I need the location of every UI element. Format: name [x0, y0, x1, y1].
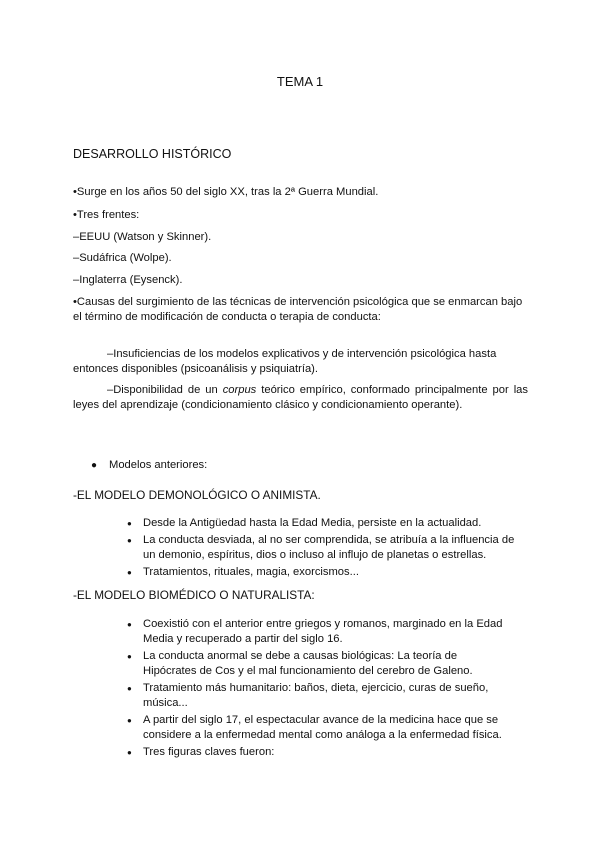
modelos-anteriores-label: Modelos anteriores:	[109, 459, 208, 471]
bullet-icon: ●	[91, 460, 98, 471]
section-heading-desarrollo: DESARROLLO HISTÓRICO	[73, 147, 232, 161]
modelos-anteriores-item	[91, 458, 207, 473]
list-item: ● La conducta desviada, al no ser comprendida, se atribuía a la influencia de un demonio, espíritus, dios o incluso al influjo de planetas o estrellas.	[127, 533, 522, 563]
list-item: ● La conducta anormal se debe a causas biológicas: La teoría de Hipócrates de Cos y el mal funcionamiento del cerebro de Galeno.	[127, 649, 512, 679]
intro-causas: •Causas del surgimiento de las técnicas de intervención psicológica que se enmarcan bajo el término de modificación de conducta o terapia de conducta:	[73, 296, 523, 323]
list-item: ● A partir del siglo 17, el espectacular avance de la medicina hace que se considere a la enfermedad mental como análoga a la enfermedad física.	[127, 713, 512, 743]
list-item: ● Tratamiento más humanitario: baños, dieta, ejercicio, curas de sueño, música...	[127, 681, 512, 711]
causa-insuficiencias: –Insuficiencias de los modelos explicativos y de intervención psicológica hasta entonces disponibles (psicoanálisis y psiquiatría).	[73, 348, 497, 375]
demonologico-list	[127, 516, 522, 582]
demonologico-heading: -EL MODELO DEMONOLÓGICO O ANIMISTA.	[73, 488, 321, 502]
causa-disponibilidad-text-a: –Disponibilidad de un	[107, 384, 223, 396]
list-item: ● Tratamientos, rituales, magia, exorcismos...	[127, 565, 522, 580]
intro-surge: •Surge en los años 50 del siglo XX, tras la 2ª Guerra Mundial.	[73, 186, 379, 198]
list-item: ● Coexistió con el anterior entre griegos y romanos, marginado en la Edad Media y recuperado a partir del siglo 16.	[127, 617, 512, 647]
list-item: ● Desde la Antigüedad hasta la Edad Media, persiste en la actualidad.	[127, 516, 522, 531]
page-title: TEMA 1	[276, 74, 324, 89]
frente-inglaterra: –Inglaterra (Eysenck).	[73, 274, 183, 286]
causa-disponibilidad	[73, 383, 528, 413]
list-item: ● Tres figuras claves fueron:	[127, 745, 512, 760]
intro-tres-frentes: •Tres frentes:	[73, 209, 140, 221]
biomedico-heading: -EL MODELO BIOMÉDICO O NATURALISTA:	[73, 588, 315, 602]
causa-disponibilidad-corpus: corpus	[222, 384, 257, 396]
frente-sudafrica: –Sudáfrica (Wolpe).	[73, 252, 172, 264]
frente-eeuu: –EEUU (Watson y Skinner).	[73, 231, 212, 243]
causa-disponibilidad-text-b: teórico empírico, conformado principalmente por las leyes del aprendizaje (condicionamiento clásico y condicionamiento operante).	[73, 384, 528, 411]
biomedico-list	[127, 617, 512, 762]
